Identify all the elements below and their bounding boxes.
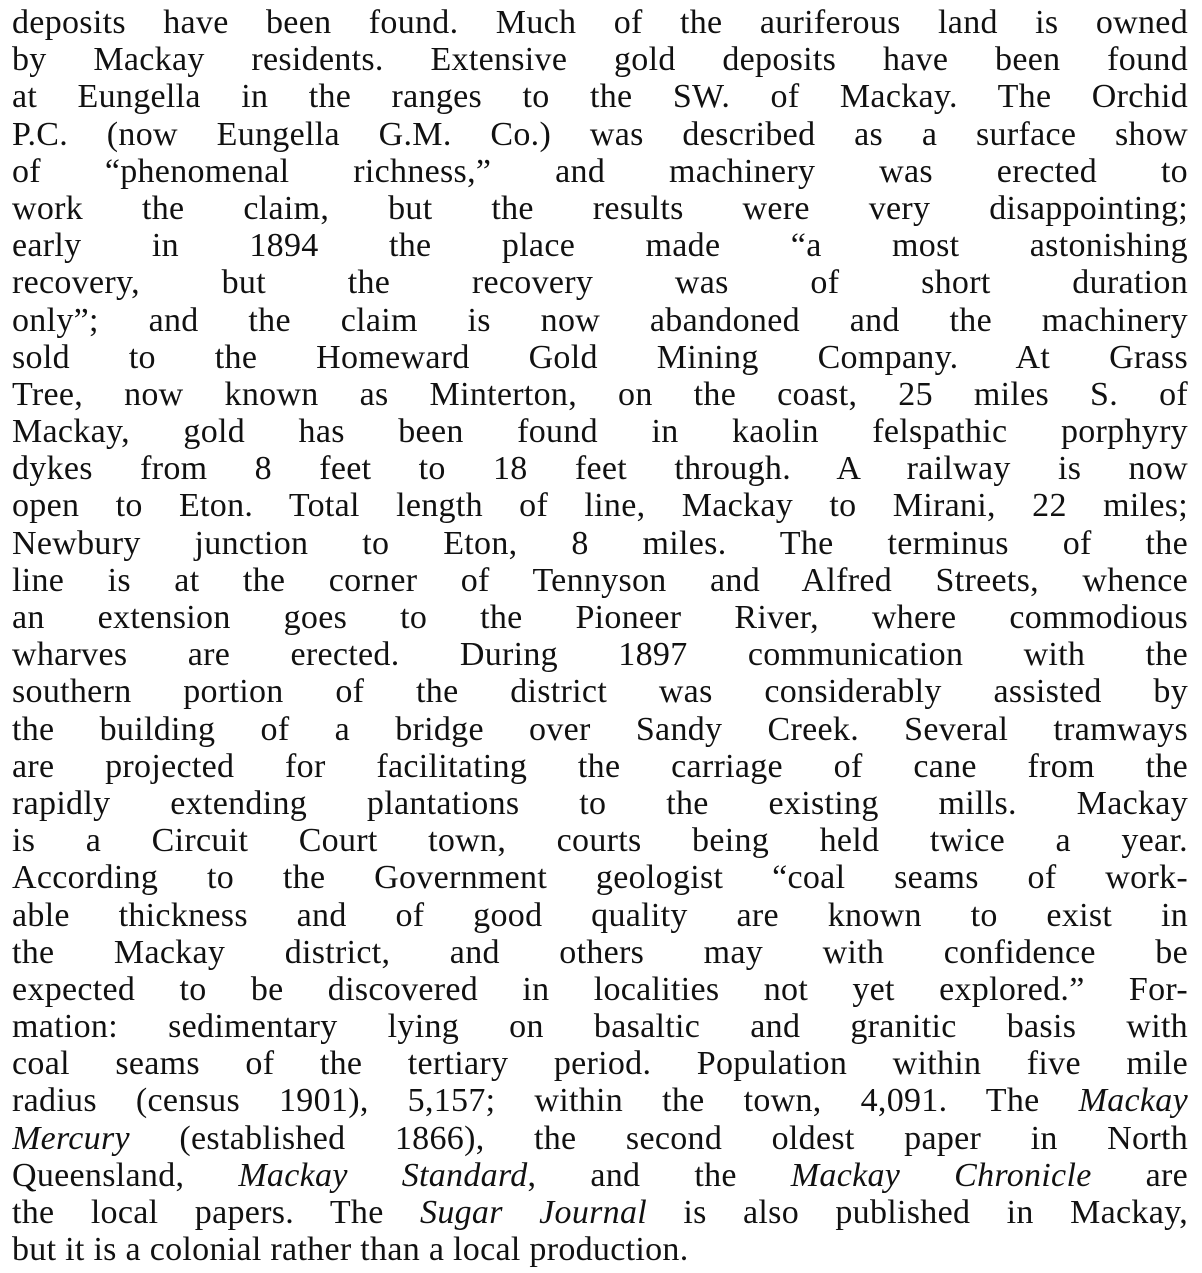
text-line <box>12 1082 1188 1119</box>
text-line <box>12 748 1188 785</box>
text-segment: the local papers. The <box>12 1194 421 1231</box>
text-line <box>12 785 1188 822</box>
text-segment: southern portion of the district was considerably assisted by <box>12 673 1188 711</box>
text-line <box>12 116 1188 153</box>
text-line <box>12 450 1188 487</box>
text-segment: open to Eton. Total length of line, Mackay to Mirani, 22 miles; <box>12 487 1188 525</box>
text-segment: Newbury junction to Eton, 8 miles. The terminus of the <box>12 524 1188 562</box>
text-line <box>12 1120 1188 1157</box>
text-segment: only”; and the claim is now abandoned and the machinery <box>12 301 1188 339</box>
text-line <box>12 487 1188 524</box>
text-line <box>12 1194 1188 1231</box>
text-line <box>12 302 1188 339</box>
text-line <box>12 339 1188 376</box>
italic-title-text: Mackay Chronicle <box>790 1156 1092 1194</box>
text-line <box>12 673 1188 710</box>
text-segment: sold to the Homeward Gold Mining Company. At Grass <box>12 338 1188 376</box>
text-line <box>12 78 1188 115</box>
text-segment: Mackay, gold has been found in kaolin felspathic porphyry <box>12 413 1188 451</box>
text-segment: is a Circuit Court town, courts being held twice a year. <box>12 822 1188 860</box>
text-line <box>12 4 1188 41</box>
text-line <box>12 1157 1188 1194</box>
text-segment: by Mackay residents. Extensive gold deposits have been found <box>12 41 1188 79</box>
text-segment: of “phenomenal richness,” and machinery was erected to <box>12 152 1188 190</box>
text-segment: , and the <box>527 1156 791 1194</box>
text-segment: but it is a colonial rather than a local production. <box>12 1231 689 1269</box>
text-line <box>12 41 1188 78</box>
text-segment: deposits have been found. Much of the auriferous land is owned <box>12 4 1188 41</box>
text-segment: P.C. (now Eungella G.M. Co.) was described as a surface show <box>12 115 1188 153</box>
text-segment: an extension goes to the Pioneer River, where commodious <box>12 599 1188 636</box>
italic-title-text: Sugar Journal <box>420 1194 647 1231</box>
text-line <box>12 1231 1188 1268</box>
italic-title-text: Mackay Standard <box>238 1156 528 1194</box>
text-line <box>12 376 1188 413</box>
italic-title-text: Mercury <box>12 1119 130 1157</box>
text-segment: radius (census 1901), 5,157; within the town, 4,091. The <box>12 1082 1079 1120</box>
text-segment: the Mackay district, and others may with confidence be <box>12 933 1188 971</box>
article-lines <box>12 4 1188 1268</box>
text-segment: are <box>1091 1156 1188 1194</box>
text-line <box>12 227 1188 264</box>
text-line <box>12 934 1188 971</box>
text-segment: wharves are erected. During 1897 communication with the <box>12 636 1188 674</box>
text-segment: According to the Government geologist “coal seams of work- <box>12 859 1188 897</box>
text-line <box>12 525 1188 562</box>
text-segment: are projected for facilitating the carriage of cane from the <box>12 747 1188 785</box>
text-line <box>12 562 1188 599</box>
text-line <box>12 1045 1188 1082</box>
text-line <box>12 190 1188 227</box>
text-segment: able thickness and of good quality are known to exist in <box>12 896 1188 934</box>
text-line <box>12 859 1188 896</box>
text-segment: rapidly extending plantations to the existing mills. Mackay <box>12 784 1188 822</box>
text-segment: the building of a bridge over Sandy Creek. Several tramways <box>12 710 1188 748</box>
text-segment: Tree, now known as Minterton, on the coast, 25 miles S. of <box>12 375 1188 413</box>
text-segment: is also published in Mackay, <box>647 1194 1188 1231</box>
text-segment: work the claim, but the results were very disappointing; <box>12 189 1188 227</box>
text-line <box>12 153 1188 190</box>
text-segment: early in 1894 the place made “a most astonishing <box>12 227 1188 265</box>
italic-title-text: Mackay <box>1078 1082 1188 1120</box>
text-line <box>12 1008 1188 1045</box>
text-line <box>12 413 1188 450</box>
text-segment: dykes from 8 feet to 18 feet through. A railway is now <box>12 450 1188 488</box>
text-segment: Queensland, <box>12 1156 239 1194</box>
text-line <box>12 822 1188 859</box>
text-segment: line is at the corner of Tennyson and Alfred Streets, whence <box>12 561 1188 599</box>
text-segment: coal seams of the tertiary period. Population within five mile <box>12 1045 1188 1083</box>
text-segment: recovery, but the recovery was of short duration <box>12 264 1188 302</box>
text-segment: at Eungella in the ranges to the SW. of Mackay. The Orchid <box>12 78 1188 116</box>
text-segment: expected to be discovered in localities not yet explored.” For- <box>12 970 1188 1008</box>
text-line <box>12 636 1188 673</box>
article-text <box>12 4 1188 1268</box>
text-line <box>12 264 1188 301</box>
text-line <box>12 711 1188 748</box>
text-segment: mation: sedimentary lying on basaltic and granitic basis with <box>12 1008 1188 1046</box>
text-line <box>12 599 1188 636</box>
text-segment: (established 1866), the second oldest paper in North <box>129 1119 1188 1157</box>
text-line <box>12 897 1188 934</box>
text-line <box>12 971 1188 1008</box>
